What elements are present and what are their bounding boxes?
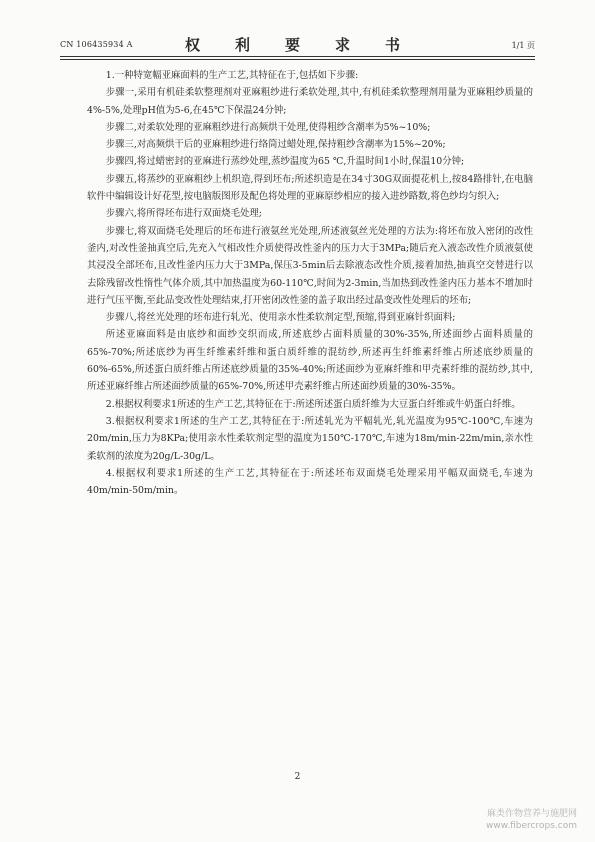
claim-1-step-1: 步骤一,采用有机硅柔软整理剂对亚麻粗纱进行柔软处理,其中,有机硅柔软整理剂用量为亚麻粗纱质量的4%-5%,处理pH值为5-6,在45℃下保温24分钟; [87,87,533,116]
document-title: 权 利 要 求 书 [184,36,410,54]
claim-1-composition: 所述亚麻面料是由底纱和面纱交织而成,所述底纱占面料质量的30%-35%,所述面纱占面料质量的65%-70%;所述底纱为再生纤维素纤维和蛋白质纤维的混纺纱,所述再生纤维素纤维占所述底纱质量的60%-65%,所述蛋白质纤维占所述底纱质量的35%-40%;所述面纱为亚麻纤维和甲壳素纤维的混纺纱,其中,所述亚麻纤维占所述面纱质量的65%-70%,所述甲壳素纤维占所述面纱质量的30%-35%。 [87,329,533,393]
claim-1-step-3: 步骤三,对高频烘干后的亚麻粗纱进行络筒过蜡处理,保持粗纱含潮率为15%~20%; [105,139,446,151]
claim-1-step-6: 步骤六,将所得坯布进行双面烧毛处理; [105,208,262,220]
claim-1-step-4: 步骤四,将过蜡密封的亚麻进行蒸纱处理,蒸纱温度为65 ℃,升温时间1小时,保温10分钟; [105,156,465,168]
page-indicator: 1/1 页 [511,41,535,50]
claim-1-intro: 1.一种特宽幅亚麻面料的生产工艺,其特征在于,包括如下步骤: [105,70,359,81]
page-number: 2 [294,772,301,782]
claim-1-step-2: 步骤二,对柔软处理的亚麻粗纱进行高频烘干处理,使得粗纱含潮率为5%~10%; [105,121,431,133]
claim-3: 3.根据权利要求1所述的生产工艺,其特征在于:所述轧光为平幅轧光,轧光温度为95℃-100℃,车速为20m/min,压力为8KPa;使用亲水性柔软剂定型的温度为150℃-170℃,车速为18m/min-22m/min,亲水性柔软剂的浓度为20g/L-30g/L。 [87,415,533,462]
header-rule [60,56,535,57]
claim-1-step-8: 步骤八,将丝光处理的坯布进行轧光、使用亲水性柔软剂定型,预缩,得到亚麻针织面料; [105,312,456,324]
claim-4: 4.根据权利要求1所述的生产工艺,其特征在于:所述坯布双面烧毛处理采用平幅双面烧毛,车速为40m/min-50m/min。 [87,467,533,497]
site-watermark [486,808,577,832]
claims-body [87,67,533,499]
watermark-url: www.fibercrops.com [486,821,577,831]
page-header [60,33,535,55]
header-rule-thin [60,59,535,60]
claim-1-step-5: 步骤五,将蒸纱的亚麻粗纱上机织造,得到坯布;所述织造是在34寸30G双面提花机上,按84路排针,在电脑软件中编辑设计好花型,按电脑版图形及配色将处理的亚麻原纱相应的接入进纱路数,将色纱均匀织入; [87,173,533,203]
publication-number: CN 106435934 A [60,40,133,49]
claim-1-step-7: 步骤七,将双面烧毛处理后的坯布进行液氨丝光处理,所述液氨丝光处理的方法为:将坯布放入密闭的改性釜内,对改性釜抽真空后,先充入气相改性介质使得改性釜内的压力大于3MPa;随后充入液态改性介质液氨使其浸没全部坯布,且改性釜内压力大于3MPa,保压3-5min后去除液态改性介质,接着加热,抽真空交替进行以去除残留改性惰性气体介质,其中加热温度为60-110℃,时间为2-3min,当加热到改性釜内压力基本不增加时进行气压平衡,至此品变改性处理结束,打开密闭改性釜的盖子取出经过晶变改性处理后的坯布; [87,225,533,306]
watermark-site-name: 麻类作物营养与施肥网 [486,809,577,819]
claim-2: 2.根据权利要求1所述的生产工艺,其特征在于:所述所述蛋白质纤维为大豆蛋白纤维或牛奶蛋白纤维。 [105,398,521,410]
